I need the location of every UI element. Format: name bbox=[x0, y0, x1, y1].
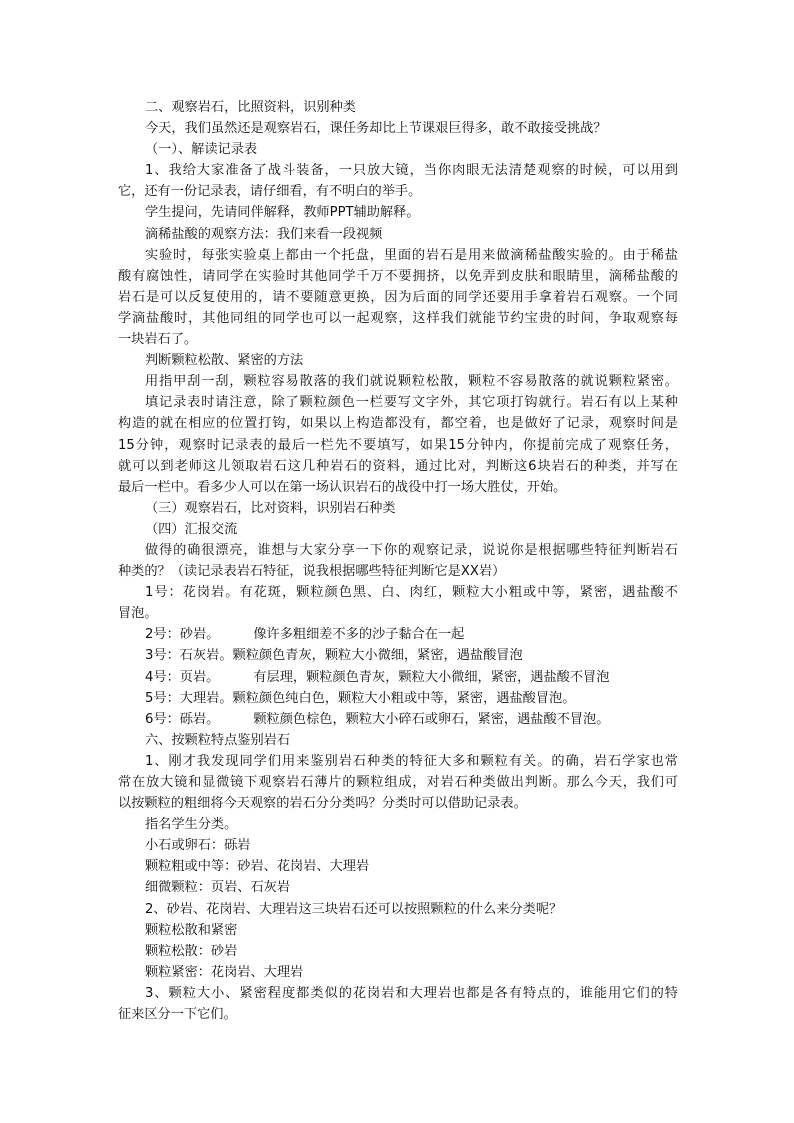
text-line bbox=[118, 308, 678, 329]
text-line-content: 种类的？（读记录表岩石特征，说我根据哪些特征判断它是XX岩） bbox=[118, 564, 506, 580]
text-line bbox=[118, 540, 678, 561]
text-line-content: 学生提问，先请同伴解释，教师PPT辅助解释。 bbox=[145, 205, 420, 221]
text-line bbox=[118, 920, 678, 941]
text-line-content: 4号：页岩。 bbox=[145, 669, 220, 685]
text-line-content: 颗粒紧密：花岗岩、大理岩 bbox=[145, 964, 304, 980]
text-line bbox=[118, 793, 678, 814]
document-body bbox=[118, 97, 678, 1025]
text-line bbox=[118, 371, 678, 392]
text-line-content: 指名学生分类。 bbox=[145, 817, 238, 833]
text-line bbox=[118, 266, 678, 287]
text-line-content: 15分钟，观察时记录表的最后一栏先不要填写，如果15分钟内，你提前完成了观察任务， bbox=[118, 437, 678, 453]
text-line-content: 6号：砾岩。 bbox=[145, 711, 220, 727]
text-line bbox=[118, 772, 678, 793]
text-line-content: 滴稀盐酸的观察方法：我们来看一段视频 bbox=[145, 226, 383, 242]
text-line bbox=[118, 709, 678, 730]
text-line-content: 它，还有一份记录表，请仔细看，有不明白的举手。 bbox=[118, 184, 422, 200]
text-line bbox=[118, 118, 678, 139]
text-line bbox=[118, 645, 678, 666]
text-line-content: 今天，我们虽然还是观察岩石，课任务却比上节课艰巨得多，敢不敢接受挑战？ bbox=[145, 121, 607, 137]
text-line bbox=[118, 287, 678, 308]
text-line bbox=[118, 1004, 678, 1025]
text-line bbox=[118, 941, 678, 962]
text-line-content: 1、我给大家准备了战斗装备，一只放大镜，当你肉眼无法清楚观察的时候，可以用到 bbox=[145, 163, 678, 179]
text-line bbox=[118, 435, 678, 456]
text-line bbox=[118, 877, 678, 898]
text-line-content: 做得的确很漂亮，谁想与大家分享一下你的观察记录，说说你是根据哪些特征判断岩石 bbox=[145, 542, 678, 558]
text-line bbox=[118, 667, 678, 688]
text-line bbox=[118, 561, 678, 582]
text-line-tail: 颗粒颜色棕色，颗粒大小碎石或卵石，紧密，遇盐酸不冒泡。 bbox=[253, 711, 610, 727]
text-line-content: 1、刚才我发现同学们用来鉴别岩石种类的特征大多和颗粒有关。的确，岩石学家也常 bbox=[145, 753, 678, 769]
text-line-content: （一）、解读记录表 bbox=[145, 142, 258, 158]
text-line-content: 细微颗粒：页岩、石灰岩 bbox=[145, 880, 291, 896]
text-line bbox=[118, 856, 678, 877]
text-line bbox=[118, 413, 678, 434]
text-line bbox=[118, 688, 678, 709]
text-line-content: 以按颗粒的粗细将今天观察的岩石分分类吗？分类时可以借助记录表。 bbox=[118, 796, 527, 812]
text-line bbox=[118, 392, 678, 413]
text-line-content: 3号：石灰岩。颗粒颜色青灰，颗粒大小微细，紧密，遇盐酸冒泡 bbox=[145, 648, 523, 664]
text-line-content: 判断颗粒松散、紧密的方法 bbox=[145, 353, 304, 369]
text-line-content: （三）观察岩石，比对资料，识别岩石种类 bbox=[145, 500, 396, 516]
text-line bbox=[118, 224, 678, 245]
text-line-content: 2、砂岩、花岗岩、大理岩这三块岩石还可以按照颗粒的什么来分类呢？ bbox=[145, 901, 563, 917]
text-line bbox=[118, 181, 678, 202]
text-line-content: 冒泡。 bbox=[118, 606, 158, 622]
text-line bbox=[118, 603, 678, 624]
text-line-content: 实验时，每张实验桌上都由一个托盘，里面的岩石是用来做滴稀盐酸实验的。由于稀盐 bbox=[145, 247, 678, 263]
text-line bbox=[118, 962, 678, 983]
text-line bbox=[118, 329, 678, 350]
text-line-content: 颗粒松散：砂岩 bbox=[145, 943, 238, 959]
text-line-content: 最后一栏中。看多少人可以在第一场认识岩石的战役中打一场大胜仗，开始。 bbox=[118, 479, 567, 495]
text-line-tail: 像许多粗细差不多的沙子黏合在一起 bbox=[253, 627, 465, 643]
text-line-content: 就可以到老师这儿领取岩石这几种岩石的资料，通过比对，判断这6块岩石的种类，并写在 bbox=[118, 458, 678, 474]
text-line-content: 常在放大镜和显微镜下观察岩石薄片的颗粒组成，对岩石种类做出判断。那么今天，我们可 bbox=[118, 775, 678, 790]
text-line-content: 颗粒松散和紧密 bbox=[145, 922, 238, 938]
text-line bbox=[118, 139, 678, 160]
text-line bbox=[118, 245, 678, 266]
text-line bbox=[118, 498, 678, 519]
text-line bbox=[118, 730, 678, 751]
text-line bbox=[118, 350, 678, 371]
text-line bbox=[118, 624, 678, 645]
text-line-content: 1号：花岗岩。有花斑，颗粒颜色黑、白、肉红，颗粒大小粗或中等，紧密，遇盐酸不 bbox=[145, 585, 678, 601]
text-line-content: 5号：大理岩。颗粒颜色纯白色，颗粒大小粗或中等，紧密，遇盐酸冒泡。 bbox=[145, 690, 576, 706]
text-line bbox=[118, 519, 678, 540]
text-line bbox=[118, 835, 678, 856]
text-line-content: 岩石是可以反复使用的，请不要随意更换，因为后面的同学还要用手拿着岩石观察。一个同 bbox=[118, 289, 678, 305]
text-line-content: 小石或卵石：砾岩 bbox=[145, 838, 251, 854]
text-line-content: 2号：砂岩。 bbox=[145, 627, 220, 643]
text-line-tail: 有层理，颗粒颜色青灰，颗粒大小微细，紧密，遇盐酸不冒泡 bbox=[253, 669, 610, 685]
text-line-content: 填记录表时请注意，除了颗粒颜色一栏要写文字外，其它项打钩就行。岩石有以上某种 bbox=[145, 395, 678, 411]
text-line bbox=[118, 983, 678, 1004]
text-line bbox=[118, 582, 678, 603]
text-line-content: 颗粒粗或中等：砂岩、花岗岩、大理岩 bbox=[145, 859, 370, 875]
text-line bbox=[118, 456, 678, 477]
text-line bbox=[118, 899, 678, 920]
text-line-content: 学滴盐酸时，其他同组的同学也可以一起观察，这样我们就能节约宝贵的时间，争取观察每 bbox=[118, 310, 678, 326]
text-line-content: 二、观察岩石，比照资料，识别种类 bbox=[145, 100, 356, 115]
text-line-content: （四）汇报交流 bbox=[145, 521, 238, 537]
text-line-content: 一块岩石了。 bbox=[118, 332, 198, 348]
text-line-content: 征来区分一下它们。 bbox=[118, 1007, 237, 1023]
text-line bbox=[118, 97, 678, 118]
text-line-content: 酸有腐蚀性，请同学在实验时其他同学千万不要拥挤，以免弄到皮肤和眼睛里，滴稀盐酸的 bbox=[118, 268, 678, 284]
text-line bbox=[118, 477, 678, 498]
text-line-content: 用指甲刮一刮，颗粒容易散落的我们就说颗粒松散，颗粒不容易散落的就说颗粒紧密。 bbox=[145, 374, 678, 390]
text-line bbox=[118, 202, 678, 223]
text-line-content: 构造的就在相应的位置打钩，如果以上构造都没有，都空着，也是做好了记录，观察时间是 bbox=[118, 416, 678, 432]
text-line-content: 3、颗粒大小、紧密程度都类似的花岗岩和大理岩也都是各有特点的，谁能用它们的特 bbox=[145, 985, 678, 1001]
text-line bbox=[118, 751, 678, 772]
text-line bbox=[118, 814, 678, 835]
text-line-content: 六、按颗粒特点鉴别岩石 bbox=[145, 732, 291, 748]
text-line bbox=[118, 160, 678, 181]
